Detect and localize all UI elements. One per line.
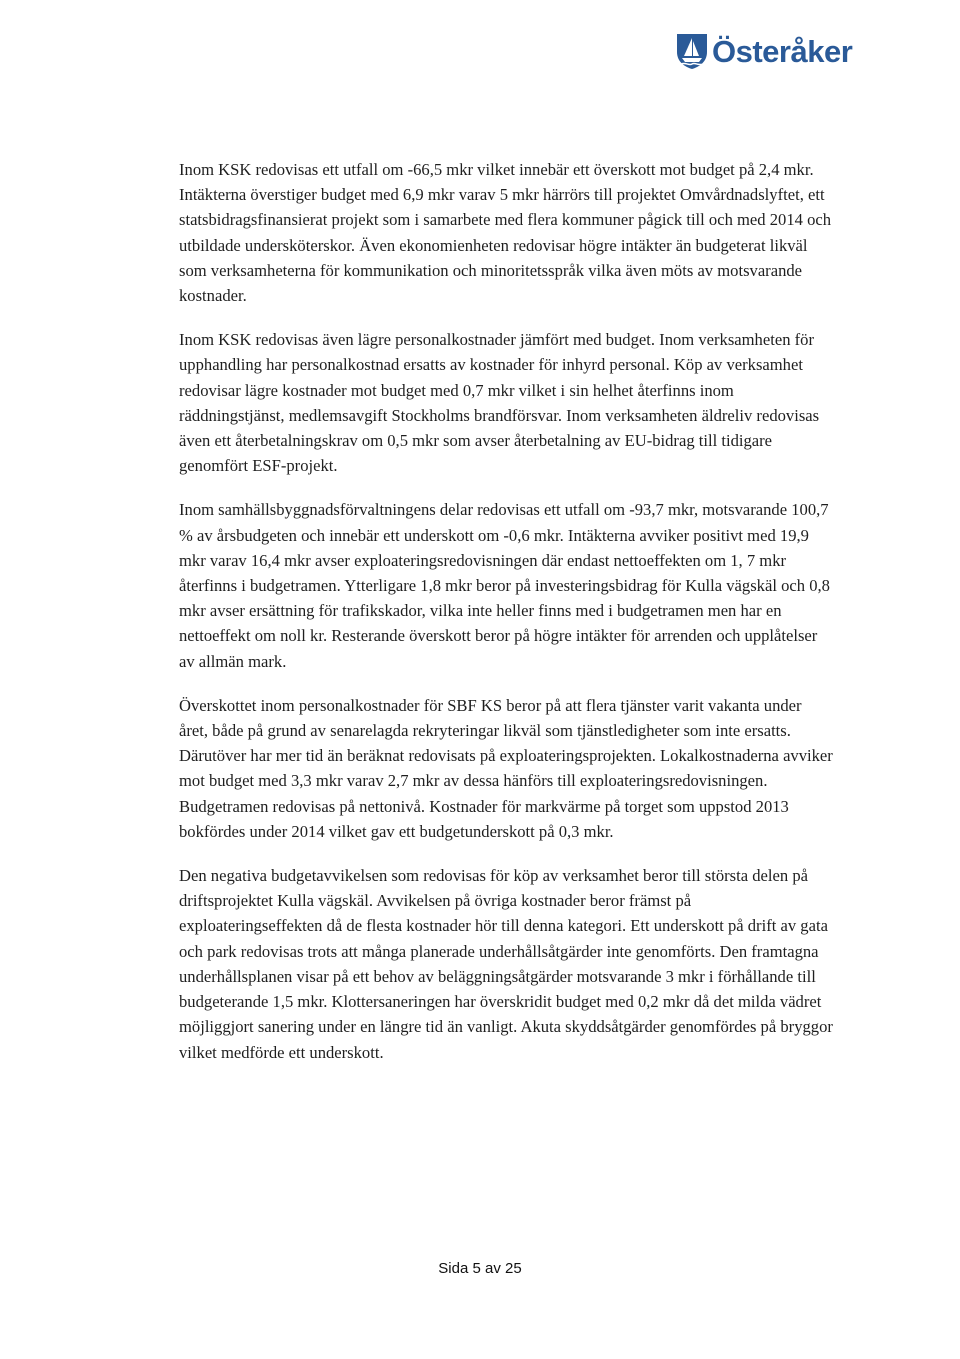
page-number: Sida 5 av 25 — [438, 1260, 522, 1277]
header-logo — [675, 30, 880, 72]
paragraph-sbf-personnel: Överskottet inom personalkostnader för SBF KS beror på att flera tjänster varit vakanta under året, både på grund av senarelagda rekryteringar likväl som tjänstledigheter som inte ersatts. Därutöver har mer tid än beräknat redovisats på exploateringsprojekten. Lokalkostnaderna avviker mot budget med 3,3 mkr varav 2,7 mkr av dessa hänförs till exploateringsredovisningen. Budgetramen redovisas på nettonivå. Kostnader för markvärme på torget som uppstod 2013 bokfördes under 2014 vilket gav ett budgetunderskott på 0,3 mkr. — [179, 695, 833, 841]
paragraph-sbf-outcome: Inom samhällsbyggnadsförvaltningens delar redovisas ett utfall om -93,7 mkr, motsvarande 100,7 % av årsbudgeten och innebär ett underskott om -0,6 mkr. Intäkterna avviker positivt med 19,9 mkr varav 16,4 mkr avser exploateringsredovisningen där endast nettoeffekten om 1, 7 mkr återfinns i budgetramen. Ytterligare 1,8 mkr beror på investeringsbidrag för Kulla vägskäl och 0,8 mkr avser ersättning för trafikskador, vilka inte heller finns med i budgetramen men har en nettoeffekt om noll kr. Resterande överskott beror på högre intäkter för arrenden och upplåtelser av allmän mark. — [179, 500, 830, 671]
paragraph-ksk-personnel: Inom KSK redovisas även lägre personalkostnader jämfört med budget. Inom verksamheten för upphandling har personalkostnad ersatts av kostnader för inhyrd personal. Köp av verksamhet redovisar lägre kostnader mot budget med 0,7 mkr vilket i sin helhet återfinns inom räddningstjänst, medlemsavgift Stockholms brandförsvar. Inom verksamheten äldreliv redovisas även ett återbetalningskrav om 0,5 mkr som avser återbetalning av EU-bidrag till tidigare genomfört ESF-projekt. — [179, 330, 820, 476]
paragraph-ksk-outcome: Inom KSK redovisas ett utfall om -66,5 mkr vilket innebär ett överskott mot budget på 2,4 mkr. Intäkterna överstiger budget med 6,9 mkr varav 5 mkr härrörs till projektet Omvårdnadslyftet, ett statsbidragsfinansierat projekt som i samarbete med flera kommuner pågick till och med 2014 och utbildade undersköterskor. Även ekonomienheten redovisar högre intäkter än budgeterat likväl som verksamheterna för kommunikation och minoritetsspråk vilka även möts av motsvarande kostnader. — [179, 160, 832, 306]
document-body — [179, 157, 834, 1084]
logo-wordmark: Österåker — [712, 33, 853, 69]
municipal-coat-of-arms-icon — [675, 32, 709, 70]
paragraph-budget-deviation: Den negativa budgetavvikelsen som redovisas för köp av verksamhet beror till största delen på driftsprojektet Kulla vägskäl. Avvikelsen på övriga kostnader beror främst på exploateringseffekten då de flesta kostnader hör till denna kategori. Ett underskott på drift av gata och park redovisas trots att många planerade underhållsåtgärder inte genomförts. Den framtagna underhållsplanen visar på ett behov av beläggningsåtgärder motsvarande 3 mkr i förhållande till budgeterande 1,5 mkr. Klottersaneringen har överskridit budget med 0,2 mkr då det milda vädret möjliggjort sanering under en längre tid än vanligt. Akuta skyddsåtgärder genomfördes på bryggor vilket medförde ett underskott. — [179, 866, 833, 1062]
